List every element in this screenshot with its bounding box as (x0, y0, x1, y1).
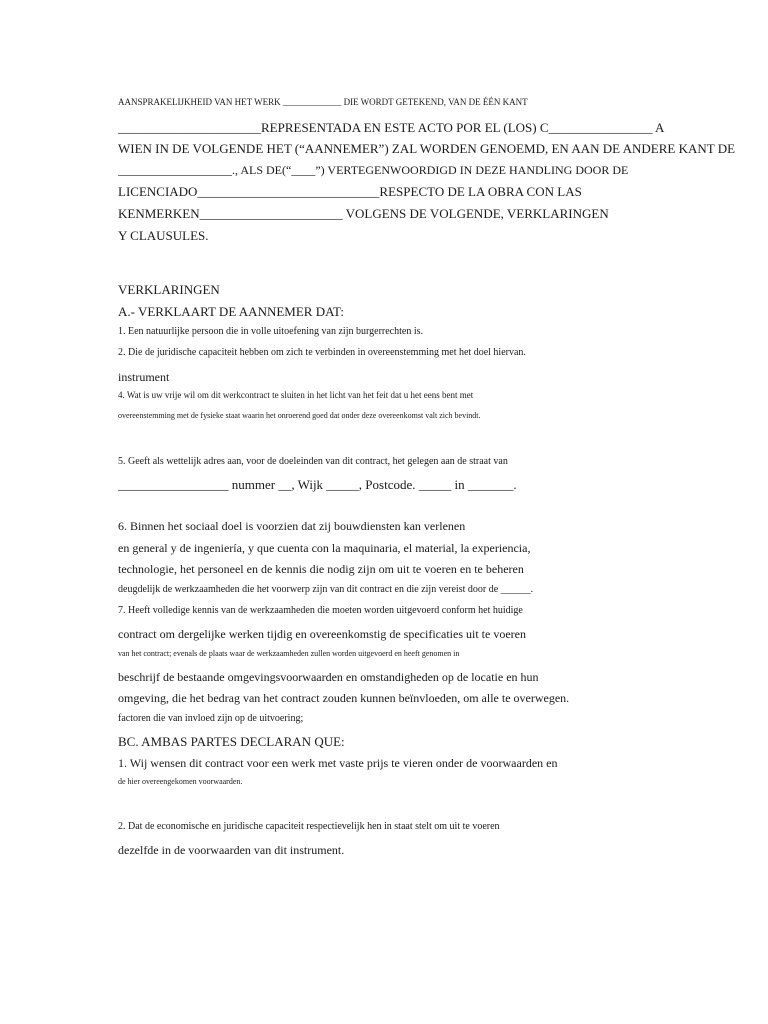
document-line: beschrijf de bestaande omgevingsvoorwaarden en omstandigheden op de locatie en hun (118, 670, 539, 684)
document-line: dezelfde in de voorwaarden van dit instrument. (118, 843, 345, 857)
document-line: 2. Dat de economische en juridische capaciteit respectievelijk hen in staat stelt om uit te voeren (118, 821, 500, 832)
document-line: 6. Binnen het sociaal doel is voorzien dat zij bouwdiensten kan verlenen (118, 519, 466, 533)
document-line: AANSPRAKELIJKHEID VAN HET WERK _____________ DIE WORDT GETEKEND, VAN DE ÉÉN KANT (118, 97, 528, 107)
document-line: 5. Geeft als wettelijk adres aan, voor de doeleinden van dit contract, het gelegen aan de straat van (118, 456, 508, 467)
document-line: _________________ nummer __, Wijk _____, Postcode. _____ in _______. (118, 477, 517, 492)
document-line: 1. Wij wensen dit contract voor een werk met vaste prijs te vieren onder de voorwaarden en (118, 756, 558, 770)
document-line: 1. Een natuurlijke persoon die in volle uitoefening van zijn burgerrechten is. (118, 326, 424, 337)
document-line: LICENCIADO____________________________RESPECTO DE LA OBRA CON LAS (118, 184, 582, 199)
document-line: WIEN IN DE VOLGENDE HET (“AANNEMER”) ZAL WORDEN GENOEMD, EN AAN DE ANDERE KANT DE (118, 141, 736, 156)
document-line: 4. Wat is uw vrije wil om dit werkcontract te sluiten in het licht van het feit dat u het eens bent met (118, 390, 474, 400)
document-line: ______________________REPRESENTADA EN ESTE ACTO POR EL (LOS) C________________ A (118, 120, 665, 135)
document-line: en general y de ingeniería, y que cuenta con la maquinaria, el material, la experiencia, (118, 541, 531, 555)
document-line: contract om dergelijke werken tijdig en overeenkomstig de specificaties uit te voeren (118, 627, 526, 641)
document-line: deugdelijk de werkzaamheden die het voorwerp zijn van dit contract en die zijn vereist door de ______. (118, 584, 534, 595)
document-line: technologie, het personeel en de kennis die nodig zijn om uit te voeren en te beheren (118, 562, 524, 576)
document-line: KENMERKEN______________________ VOLGENS DE VOLGENDE, VERKLARINGEN (118, 206, 609, 221)
document-line: Y CLAUSULES. (118, 228, 209, 243)
document-line: 2. Die de juridische capaciteit hebben om zich te verbinden in overeenstemming met het doel hiervan. (118, 347, 526, 358)
document-line: instrument (118, 370, 170, 384)
document-line: van het contract; evenals de plaats waar de werkzaamheden zullen worden uitgevoerd en heeft genomen in (118, 649, 460, 658)
document-line: ___________________., ALS DE(“____”) VERTEGENWOORDIGD IN DEZE HANDLING DOOR DE (118, 163, 629, 177)
document-line: omgeving, die het bedrag van het contract zouden kunnen beïnvloeden, om alle te overwegen. (118, 691, 570, 705)
document-line: 7. Heeft volledige kennis van de werkzaamheden die moeten worden uitgevoerd conform het huidige (118, 605, 523, 616)
document-line: VERKLARINGEN (118, 282, 220, 297)
document-line: BC. AMBAS PARTES DECLARAN QUE: (118, 734, 345, 749)
document-line: factoren die van invloed zijn op de uitvoering; (118, 713, 304, 724)
document-line: de hier overeengekomen voorwaarden. (118, 777, 243, 786)
document-line: A.- VERKLAART DE AANNEMER DAT: (118, 304, 344, 319)
document-line: overeenstemming met de fysieke staat waarin het onroerend goed dat onder deze overeenkomst valt zich bevindt. (118, 411, 481, 420)
